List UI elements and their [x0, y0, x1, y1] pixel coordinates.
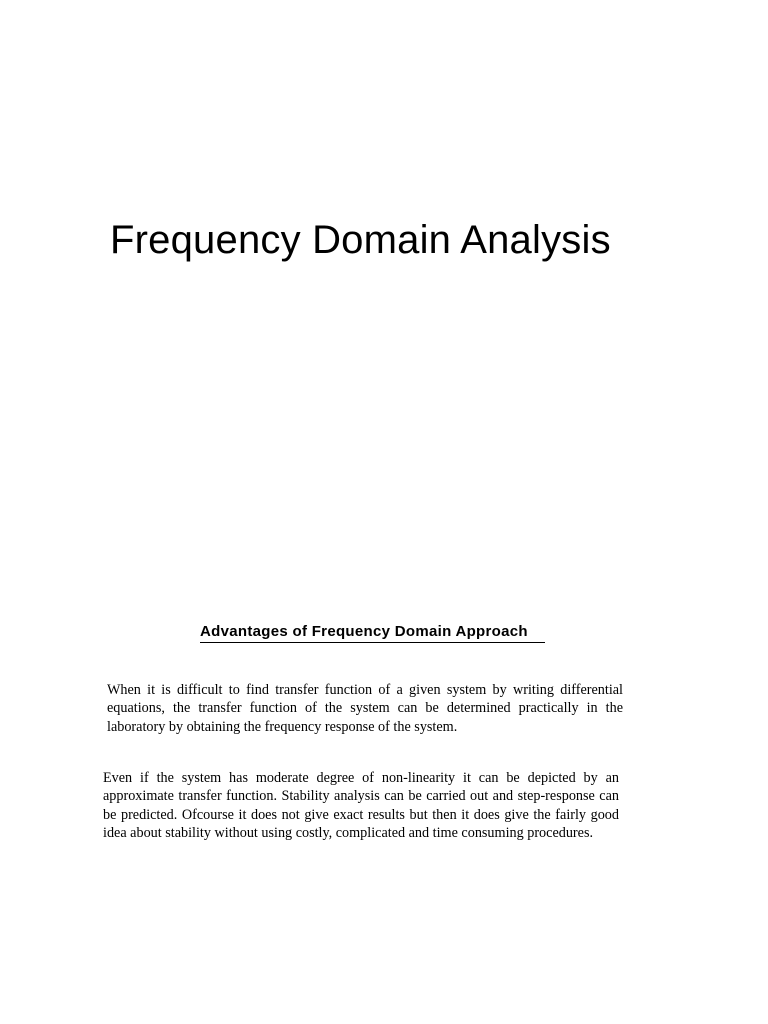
page-title: Frequency Domain Analysis — [110, 218, 611, 262]
section-heading: Advantages of Frequency Domain Approach — [200, 623, 528, 640]
paragraph-transfer-function: When it is difficult to find transfer function of a given system by writing differential equations, the transfer function of the system can be determined practically in the laboratory by obtaining the frequency response of the system. — [107, 682, 623, 735]
heading-underline — [200, 642, 545, 643]
paragraph-non-linearity: Even if the system has moderate degree of non-linearity it can be depicted by an approximate transfer function. Stability analysis can be carried out and step-response can be predicted. Ofcourse it does not give exact results but then it does give the fairly good idea about stability without using costly, complicated and time consuming procedures. — [103, 770, 619, 841]
